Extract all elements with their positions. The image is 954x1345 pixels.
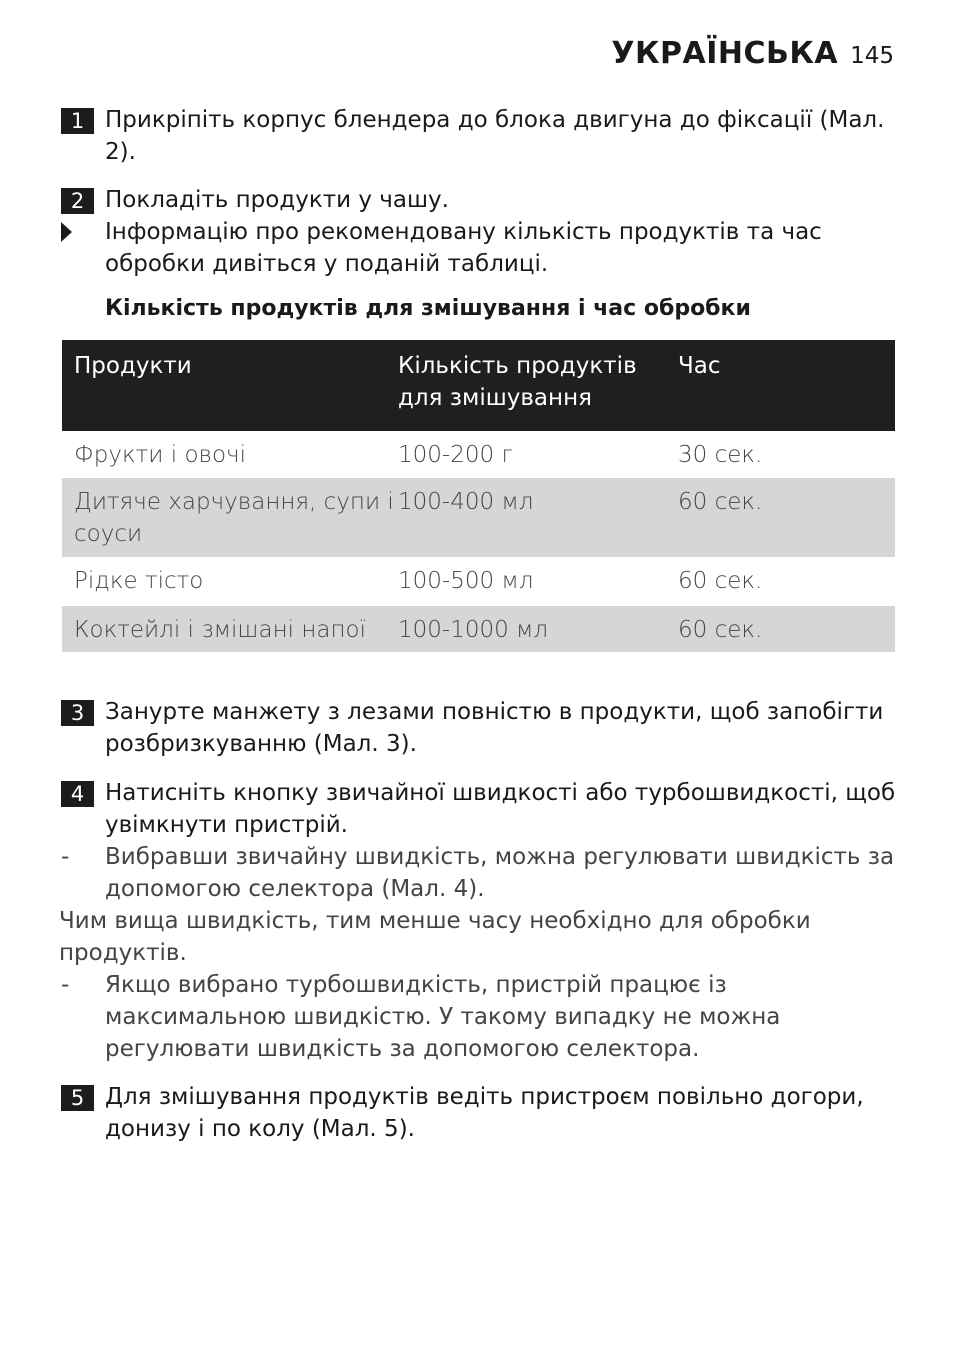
table-row — [62, 431, 895, 478]
table-row — [62, 557, 895, 606]
dash-note-normal-speed — [61, 841, 901, 905]
table-cell: Фрукти і овочі — [74, 442, 247, 468]
page-header — [611, 36, 894, 71]
dash-marker: - — [61, 972, 70, 998]
table-title: Кількість продуктів для змішування і час обробки — [105, 296, 751, 321]
table-cell: 100-400 мл — [398, 489, 534, 515]
step-number-badge: 1 — [61, 108, 94, 134]
table-cell: 60 сек. — [678, 489, 763, 515]
table-row — [62, 478, 895, 557]
step-number-badge: 5 — [61, 1085, 94, 1111]
table-cell: Дитяче харчування, супи і соуси — [74, 489, 394, 547]
table-cell: 100-500 мл — [398, 568, 534, 594]
dash-marker: - — [61, 844, 70, 870]
table-cell: 100-200 г — [398, 442, 513, 468]
step-text: Занурте манжету з лезами повністю в продукти, щоб запобігти розбризкуванню (Мал. 3). — [105, 699, 884, 757]
table-header-cell: Кількість продуктів для змішування — [398, 353, 637, 411]
language-title: УКРАЇНСЬКА — [611, 36, 839, 71]
triangle-bullet-icon — [61, 222, 72, 242]
step-number-badge: 2 — [61, 188, 94, 214]
step-number-badge: 4 — [61, 781, 94, 807]
table-row — [62, 606, 895, 652]
step-4 — [61, 777, 901, 841]
bullet-note — [61, 216, 901, 280]
plain-note: Чим вища швидкість, тим менше часу необхідно для обробки продуктів. — [59, 908, 811, 966]
step-text: Натисніть кнопку звичайної швидкості або турбошвидкості, щоб увімкнути пристрій. — [105, 780, 896, 838]
table-header-cell: Час — [678, 353, 721, 379]
step-number-badge: 3 — [61, 700, 94, 726]
dash-text: Якщо вибрано турбошвидкість, пристрій працює із максимальною швидкістю. У такому випадку не можна регулювати швидкість за допомогою селектора. — [105, 972, 781, 1062]
table-header-row — [62, 340, 895, 431]
table-cell: 30 сек. — [678, 442, 763, 468]
table-cell: 100-1000 мл — [398, 617, 549, 643]
step-2 — [61, 184, 901, 216]
step-1 — [61, 104, 901, 168]
step-3 — [61, 696, 901, 760]
dash-text: Вибравши звичайну швидкість, можна регулювати швидкість за допомогою селектора (Мал. 4). — [105, 844, 895, 902]
table-cell: Рідке тісто — [74, 568, 204, 594]
table-cell: Коктейлі і змішані напої — [74, 617, 366, 643]
step-text: Покладіть продукти у чашу. — [105, 187, 449, 213]
table-header-cell: Продукти — [74, 353, 192, 379]
table-cell: 60 сек. — [678, 617, 763, 643]
step-text: Прикріпіть корпус блендера до блока двигуна до фіксації (Мал. 2). — [105, 107, 885, 165]
bullet-text: Інформацію про рекомендовану кількість продуктів та час обробки дивіться у поданій таблиці. — [105, 219, 822, 277]
table-cell: 60 сек. — [678, 568, 763, 594]
page-number: 145 — [850, 43, 894, 69]
dash-note-turbo — [61, 969, 901, 1065]
processing-table — [62, 340, 895, 652]
step-text: Для змішування продуктів ведіть пристроєм повільно догори, донизу і по колу (Мал. 5). — [105, 1084, 864, 1142]
step-5 — [61, 1081, 901, 1145]
